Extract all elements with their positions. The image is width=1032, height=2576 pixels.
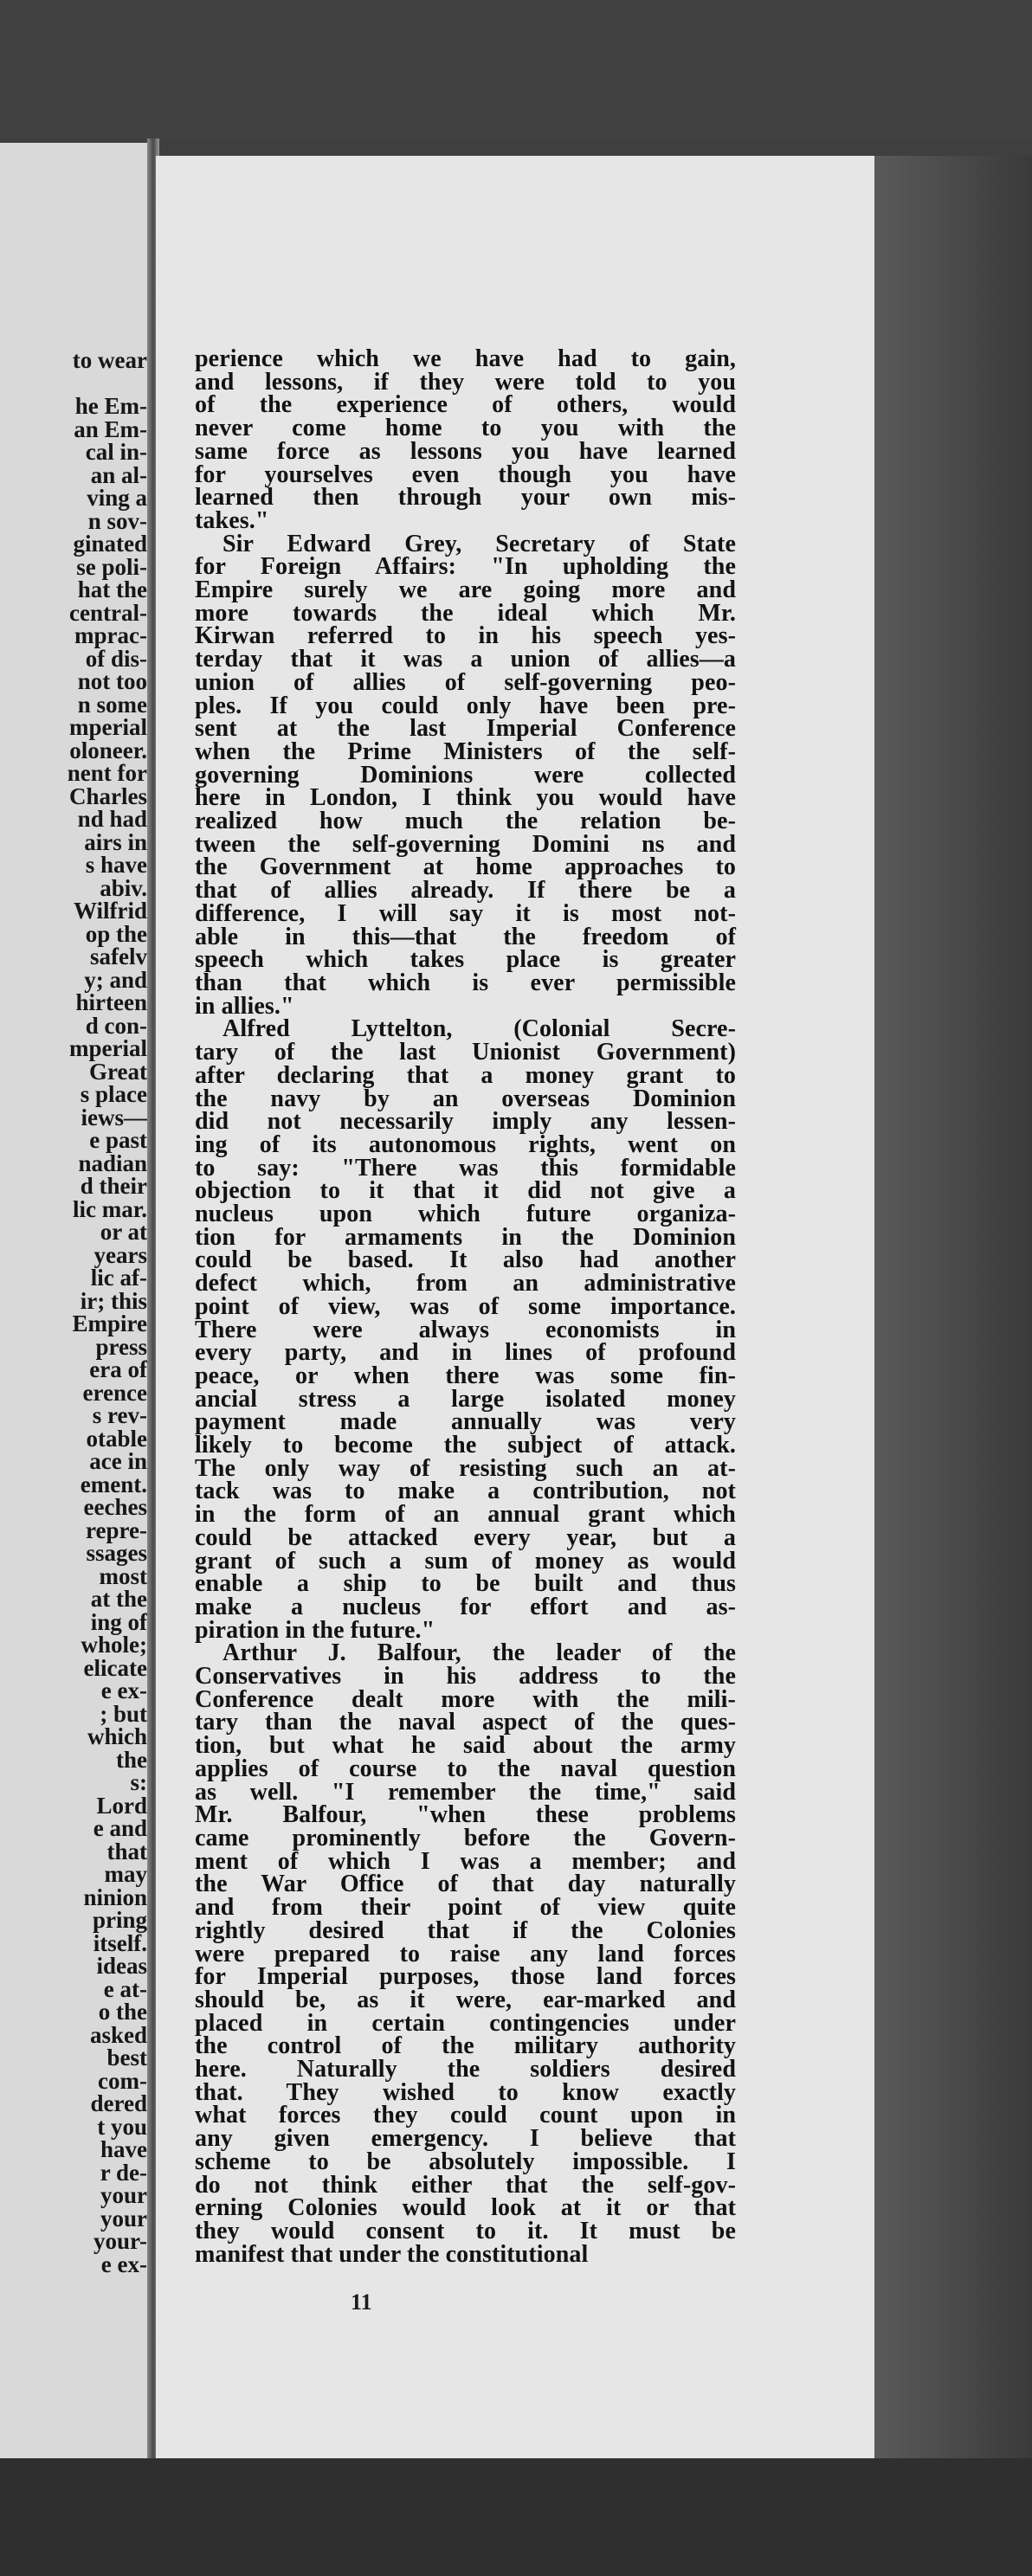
left-column-fragment: era of [89,1356,147,1382]
body-text [195,345,736,2268]
text-line: here. Naturally the soldiers desired [195,2056,736,2083]
text-line: as well. "I remember the time," said [195,1778,736,1806]
left-column-fragment: nent for [67,760,147,786]
text-line: piration in the future." [195,1616,435,1644]
text-line: takes." [195,506,269,534]
text-line: likely to become the subject of attack. [195,1432,736,1459]
text-line: There were always economists in [195,1316,736,1343]
text-line: here in London, I think you would have [195,784,736,812]
left-column-fragment: lic mar. [73,1195,147,1222]
left-column-fragment: whole; [81,1632,147,1658]
text-line: defect which, from an administrative [195,1270,736,1298]
paragraph [195,1015,736,1644]
left-column-fragment: ssages [86,1540,147,1566]
text-line: what forces they could count upon in [195,2102,736,2129]
text-line: do not think either that the self-gov- [195,2171,736,2199]
left-column-fragment: the [116,1746,147,1773]
left-column-fragment: central- [69,599,147,626]
text-line: Kirwan referred to in his speech yes- [195,622,736,650]
left-column-fragment: airs in [84,828,147,855]
left-column-fragment: d con- [85,1012,147,1039]
left-column-fragment: e ex- [100,1678,147,1703]
left-column-fragment: safelv [90,943,147,969]
left-column-fragment: repre- [86,1517,147,1543]
left-column-fragment: which [87,1723,147,1749]
left-column-fragment: eeches [83,1494,147,1520]
text-line: learned then through your own mis- [195,484,736,512]
text-line: scheme to be absolutely impossible. I [195,2148,736,2175]
text-line: than that which is ever permissible [195,969,736,996]
left-column-fragment: press [95,1333,147,1360]
text-line: more towards the ideal which Mr. [195,599,736,627]
left-column-fragment: ginated [73,531,147,557]
film-border-bottom [0,2458,1032,2576]
text-line: ples. If you could only have been pre- [195,692,736,719]
text-line: did not necessarily imply any lessen- [195,1108,736,1136]
left-column-fragment: have [100,2136,147,2162]
left-column-fragment: t you [97,2113,147,2140]
left-column-fragment: se poli- [76,553,147,580]
left-column-fragment: d their [80,1173,147,1199]
text-line: rightly desired that if the Colonies [195,1916,736,1944]
page-number: 11 [351,2289,372,2315]
text-line: perience which we have had to gain, [195,345,736,372]
text-line: difference, I will say it is most not- [195,899,736,927]
left-column-fragment: op the [85,920,147,947]
left-column-fragment: dered [90,2090,147,2116]
text-line: enable a ship to be built and thus [195,1570,736,1598]
left-column-fragment: itself. [93,1929,147,1956]
text-line: governing Dominions were collected [195,761,736,789]
left-column-fragment: of dis- [85,645,147,672]
text-line: and from their point of view quite [195,1894,736,1922]
left-column-fragment: ing of [90,1608,147,1635]
left-column-fragment: abiv. [100,874,147,901]
left-column-fragment: ving a [87,485,147,511]
left-column-fragment: nd had [77,806,147,832]
left-column-fragment: s place [80,1081,147,1107]
left-column-fragment: asked [89,2021,147,2048]
left-column-fragment: your- [94,2228,147,2254]
text-line: they would consent to it. It must be [195,2217,736,2244]
left-column-fragment: he Em- [74,393,147,419]
left-column-fragment: an al- [90,461,147,488]
left-column-fragment: s: [130,1769,147,1795]
film-border-top [0,0,1032,138]
text-line: The only way of resisting such an at- [195,1454,736,1482]
main-page [156,156,874,2471]
left-page-fragment [0,143,152,2471]
left-column-fragment: your [100,2182,147,2208]
text-line: should be, as it were, ear-marked and [195,1986,736,2013]
left-column-fragment: cal in- [85,439,147,465]
left-column-fragment: not too [77,668,147,694]
text-line: never come home to you with the [195,415,736,442]
text-line: tary of the last Unionist Government) [195,1039,736,1066]
text-line: realized how much the relation be- [195,808,736,835]
text-line: Alfred Lyttelton, (Colonial Secre- [223,1015,736,1043]
text-line: for Foreign Affairs: "In upholding the [195,553,736,581]
left-column-fragment: ideas [96,1953,147,1979]
text-line: that of allies already. If there be a [195,877,736,905]
left-column-fragment: to wear [72,347,147,373]
text-line: for yourselves even though you have [195,460,736,488]
left-column-fragment: erence [82,1379,147,1406]
text-line: every party, and in lines of profound [195,1339,736,1367]
text-line: able in this—that the freedom of [195,923,736,950]
text-line: tween the self-governing Domini ns and [195,830,736,858]
left-column-fragment: oloneer. [69,737,147,763]
text-line: in the form of an annual grant which [195,1501,736,1529]
text-line: tion for armaments in the Dominion [195,1223,736,1251]
text-line: terday that it was a union of allies—a [195,646,736,673]
text-line: when the Prime Ministers of the self- [195,737,736,765]
text-line: Mr. Balfour, "when these problems [195,1801,736,1829]
text-line: union of allies of self-governing peo- [195,668,736,696]
left-column-fragment: com- [98,2067,147,2094]
left-column-fragment: e past [89,1127,147,1153]
left-column-fragment: nadian [78,1150,147,1176]
left-column-fragment: an Em- [74,415,147,442]
left-column-fragment: ir; this [80,1287,147,1314]
text-line: tary than the naval aspect of the ques- [195,1709,736,1736]
left-column-fragment: e at- [103,1975,147,2002]
text-line: ment of which I was a member; and [195,1847,736,1875]
text-line: in allies." [195,992,294,1020]
left-column-fragment: or at [100,1219,147,1245]
left-column-fragment: at the [90,1586,147,1612]
left-column-fragment: lic af- [90,1265,147,1291]
left-column-fragment: years [94,1241,147,1268]
left-column-fragment: ; but [100,1700,147,1727]
text-line: make a nucleus for effort and as- [195,1593,736,1620]
left-column-fragment: otable [86,1425,147,1452]
left-column-fragment: best [106,2045,147,2070]
left-column-fragment: most [99,1562,147,1589]
text-line: tack was to make a contribution, not [195,1478,736,1505]
text-line: the Government at home approaches to [195,853,736,881]
text-line: Sir Edward Grey, Secretary of State [223,530,736,557]
text-line: ing of its autonomous rights, went on [195,1130,736,1158]
left-column-fragment: mperial [69,714,147,740]
text-line: came prominently before the Govern- [195,1825,736,1852]
left-column-fragment: Lord [96,1792,147,1819]
left-column-fragment: s rev- [92,1402,147,1428]
left-column-fragment: n sov- [87,507,147,534]
text-line: were prepared to raise any land forces [195,1940,736,1967]
left-column-fragment: Great [89,1058,147,1085]
text-line: the navy by an overseas Dominion [195,1085,736,1112]
paragraph [195,345,736,534]
left-column-fragment: n some [77,691,147,718]
left-column-fragment: hat the [77,576,147,602]
right-shadow [874,156,1032,2471]
text-line: tion, but what he said about the army [195,1732,736,1760]
left-column-fragment: r de- [100,2159,147,2186]
left-column-fragment: ninion [83,1884,147,1910]
text-line: same force as lessons you have learned [195,437,736,465]
text-line: the War Office of that day naturally [195,1871,736,1898]
left-column-fragment: hirteen [75,989,147,1015]
text-line: applies of course to the naval question [195,1755,736,1782]
left-column-fragment: may [104,1861,147,1887]
left-column-fragment: elicate [83,1654,147,1681]
left-column-fragment: Empire [72,1311,147,1336]
text-line: Conservatives in his address to the [195,1663,736,1690]
text-line: of the experience of others, would [195,391,736,419]
left-column-fragment: e ex- [100,2251,147,2277]
left-column-fragment: that [106,1838,147,1864]
left-column-fragment: y; and [84,966,147,993]
text-line: point of view, was of some importance. [195,1292,736,1320]
text-line: speech which takes place is greater [195,946,736,974]
text-line: after declaring that a money grant to [195,1061,736,1089]
text-line: sent at the last Imperial Conference [195,715,736,743]
text-line: could be attacked every year, but a [195,1523,736,1551]
text-line: could be based. It also had another [195,1246,736,1274]
text-line: objection to it that it did not give a [195,1177,736,1205]
left-column-fragment: your [100,2205,147,2231]
paragraph [195,530,736,1020]
left-column-fragment: iews— [81,1104,147,1130]
text-line: for Imperial purposes, those land forces [195,1963,736,1991]
text-line: Conference dealt more with the mili- [195,1685,736,1713]
text-line: that. They wished to know exactly [195,2078,736,2106]
text-line: nucleus upon which future organiza- [195,1201,736,1228]
text-line: to say: "There was this formidable [195,1154,736,1182]
text-line: ancial stress a large isolated money [195,1385,736,1413]
text-line: peace, or when there was some fin- [195,1362,736,1389]
left-column-fragment: ement. [80,1471,147,1497]
left-column-fragment: pring [92,1907,147,1933]
left-column-fragment: s have [85,852,147,878]
left-column-fragment: o the [98,1999,147,2025]
text-line: Arthur J. Balfour, the leader of the [223,1639,736,1667]
text-line: placed in certain contingencies under [195,2009,736,2037]
left-column-fragment: e and [93,1815,147,1841]
paragraph [195,1639,736,2268]
text-line: payment made annually was very [195,1408,736,1436]
left-column-fragment: mprac- [74,622,147,648]
text-line: any given emergency. I believe that [195,2125,736,2153]
left-column-fragment: mperial [69,1035,147,1061]
text-line: and lessons, if they were told to you [195,368,736,396]
text-line: the control of the military authority [195,2032,736,2060]
text-line: manifest that under the constitutional [195,2240,589,2268]
left-column-fragment: Charles [69,782,147,809]
left-column-fragment: ace in [89,1448,147,1474]
text-line: grant of such a sum of money as would [195,1547,736,1575]
text-line: Empire surely we are going more and [195,576,736,604]
text-line: erning Colonies would look at it or that [195,2194,736,2222]
left-column-fragment: Wilfrid [73,898,147,924]
